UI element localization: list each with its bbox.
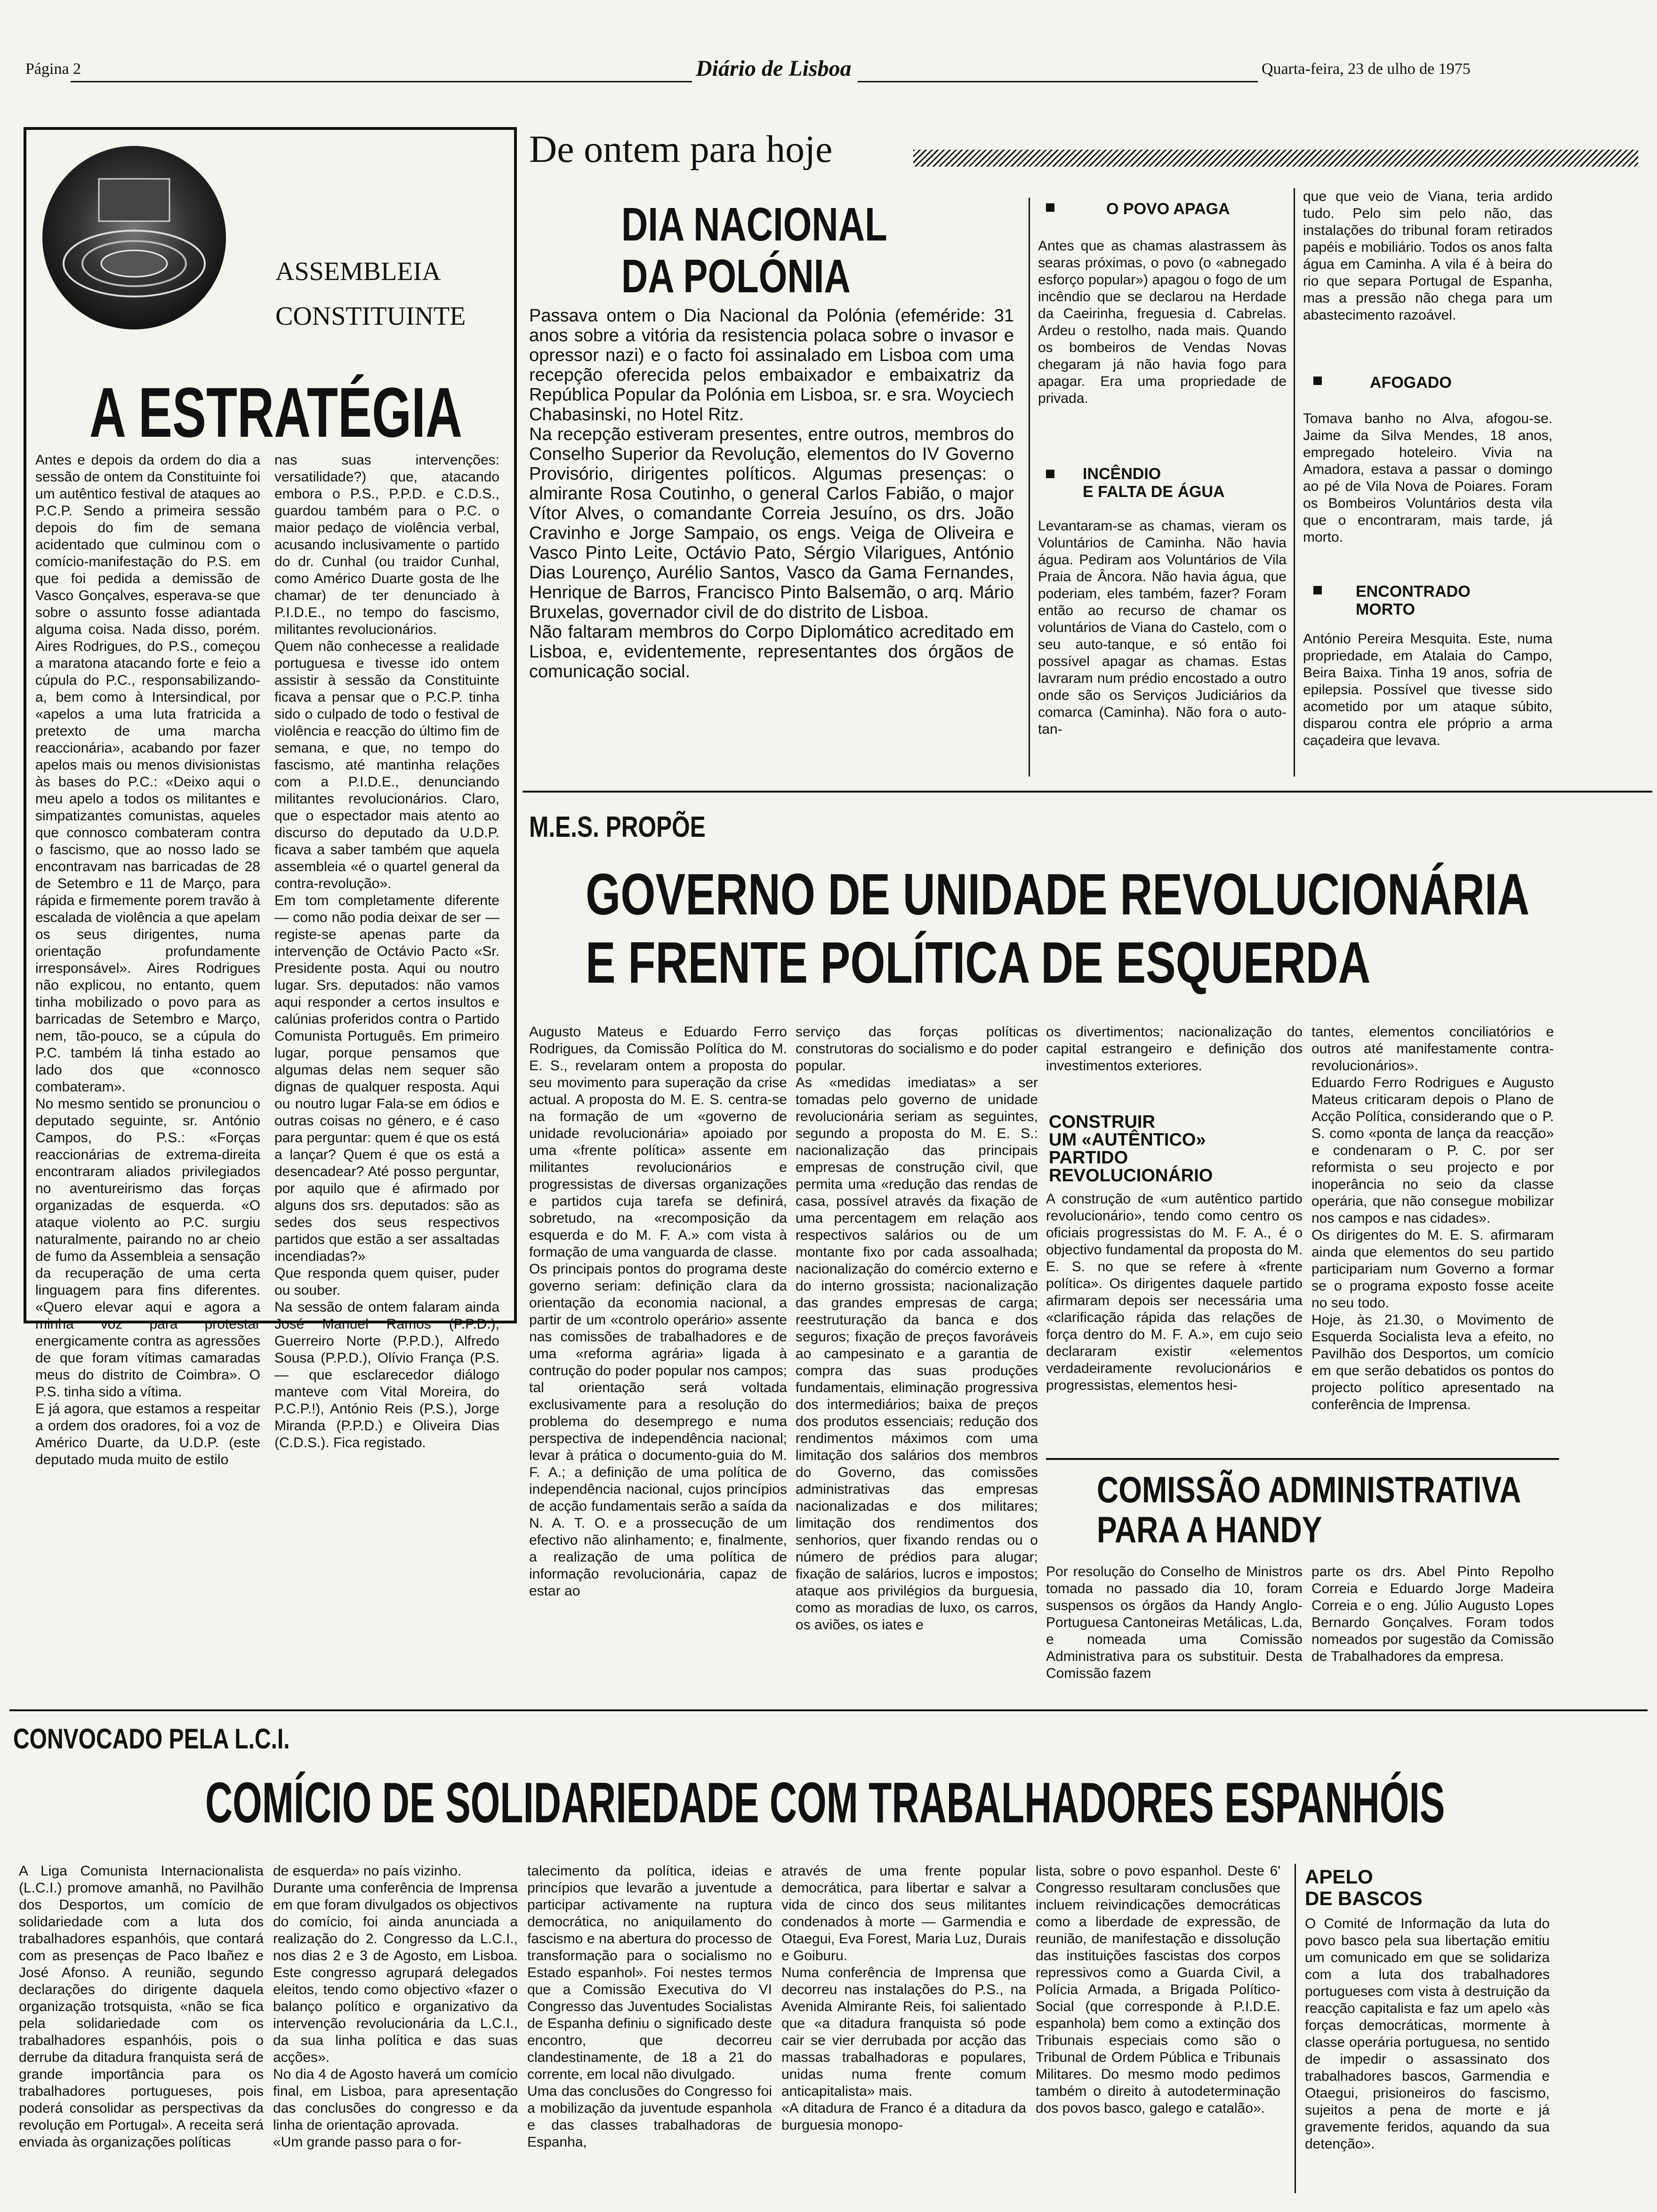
lci-column-3: talecimento da política, ideias e princípios que levarão a juventude a participar activamente na ruptura democrática, no aniquilamento do fascismo e na abertura do processo de transformação para o socialismo no Estado espanhol». Foi nestes termos que a Comissão Executiva do VI Congresso das Juventudes Socialistas de Espanha definiu o significado deste encontro, que decorreu clandestinamente, de 18 a 21 do corrente, em local não divulgado. Uma das conclusões do Congresso foi a mobilização da juventude espanhola e das classes trabalhadoras de Espanha, xyxy=(527,1863,772,2150)
assembleia-label: ASSEMBLEIA xyxy=(275,257,441,286)
handy-headline-1: COMISSÃO ADMINISTRATIVA xyxy=(1097,1469,1521,1510)
mes-kicker: M.E.S. PROPÕE xyxy=(529,811,706,843)
assembleia-column-2: nas suas intervenções: versatilidade?) que, atacando embora o P.S., P.P.D. e C.D.S., guardou também para o P.C. o maior pedaço de violência verbal, acusando inclusivamente o partido do dr. Cunhal (ou traidor Cunhal, como Américo Duarte gosta de lhe chamar) de ter denunciado à P.I.D.E., no tempo do fascismo, militantes revolucionários. Quem não conhecesse a realidade portuguesa e tivesse ido ontem assistir à sessão da Constituinte ficava a pensar que o P.C.P. tinha sido o culpado de todo o festival de violência e reacção do último fim de semana, e que, no tempo do fascismo, até mantinha relações com a P.I.D.E., denunciando militantes revolucionários. Claro, que o espectador mais atento ao discurso do deputado da U.D.P. ficava a saber também que aquela assembleia «é o quartel general da contra-revolução». Em tom completamente diferente — como não podia deixar de ser — registe-se apenas parte da intervenção de Octávio Pacto «Sr. Presidente posta. Aqui ou noutro lugar. Srs. deputados: não vamos aqui responder a certos insultos e calúnias proferidos contra o Partido Comunista Português. Em primeiro lugar, porque pensamos que algumas delas nem sequer são dignas de qualquer resposta. Aqui ou noutro lugar Fala-se em ódios e outras coisas no género, e é caso para perguntar: quem é que os está a lançar? Quem é que os está a desencadear? Até posso perguntar, por aquilo que é afirmado por alguns dos srs. deputados: são as sedes dos seus respectivos partidos que estão a ser assaltadas incendiadas?» Que responda quem quiser, puder ou souber. Na sessão de ontem falaram ainda José Manuel Ramos (P.P.D.), Guerreiro Norte (P.P.D.), Alfredo Sousa (P.P.D.), Olívio França (P.S. — que esclarecedor diálogo manteve com Vital Moreira, do P.C.P.!), António Reis (P.S.), Jorge Miranda (P.P.D.) e Oliveira Dias (C.D.S.). Fica registado. xyxy=(274,452,499,1451)
assembleia-headline: A ESTRATÉGIA xyxy=(89,373,463,452)
lci-kicker: CONVOCADO PELA L.C.I. xyxy=(13,1723,290,1755)
construir-subhead: CONSTRUIR UM «AUTÊNTICO» PARTIDO REVOLUCIONÁRIO xyxy=(1049,1112,1213,1186)
mes-column-3-body: A construção de «um autêntico partido revolucionário», tendo como centro os oficiais progressistas do M. F. A., é o objectivo fundamental da proposta do M. E. S. no que se refere à «frente política». Os dirigentes daquele partido afirmaram depois ser necessária uma «clarificação rápida das relações de força dentro do M. F. A.», em cujo seio declararam existir «elementos verdadeiramente revolucionários e progressistas, elementos hesi- xyxy=(1046,1191,1303,1393)
newspaper-name: Diário de Lisboa xyxy=(696,56,852,81)
mes-headline-2: E FRENTE POLÍTICA DE ESQUERDA xyxy=(586,930,1371,995)
povo-apaga-body: Antes que as chamas alastrassem às searas próximas, o povo (o «abnegado esforço popular») apagou o fogo de um incêndio que se declarou na Herdade da Caeirinha, freguesia d. Cabrelas. Ardeu o restolho, nada mais. Quando os bombeiros de Vendas Novas chegaram já não havia fogo para apagar. Era uma propriedade de privada. xyxy=(1038,238,1287,406)
encontrado-morto-body: António Pereira Mesquita. Este, numa propriedade, em Atalaia do Campo, Beira Baixa. Tinha 19 anos, sofria de epilepsia. Possível que tivesse sido acometido por um ataque súbito, disparou contra ele próprio a arma caçadeira que levava. xyxy=(1303,631,1552,748)
assembly-hall-photo xyxy=(42,146,226,329)
apelo-divider xyxy=(1295,1864,1296,2193)
polonia-headline-1: DIA NACIONAL xyxy=(621,198,887,251)
handy-headline-2: PARA A HANDY xyxy=(1097,1509,1322,1550)
lci-headline: COMÍCIO DE SOLIDARIEDADE COM TRABALHADORES ESPANHÓIS xyxy=(205,1771,1445,1835)
bullet-square-icon xyxy=(1313,377,1322,385)
mes-column-4: tantes, elementos conciliatórios e outros até manifestamente contra-revolucionários». Eduardo Ferro Rodrigues e Augusto Mateus criticaram depois o Plano de Acção Política, considerando que o P. S. como «ponta de lança da reacção» e condenaram o P. C. por ser reformista o seu projecto e por inoperância no seio da classe operária, que não consegue mobilizar nos campos e nas cidades». Os dirigentes do M. E. S. afirmaram ainda que elementos do seu partido participariam num Governo a formar se o programa exposto fosse aceite no seu todo. Hoje, às 21.30, o Movimento de Esquerda Socialista leva a efeito, no Pavilhão dos Desportos, um comício em que serão debatidos os pontos do projecto político apresentado na conferência de Imprensa. xyxy=(1311,1024,1554,1412)
bullet-square-icon xyxy=(1046,470,1054,478)
handy-rule-top xyxy=(1046,1458,1559,1460)
section-title: De ontem para hoje xyxy=(529,128,833,170)
mes-column-2: serviço das forças políticas construtoras do socialismo e do poder popular. As «medidas imediatas» a ser tomadas pelo governo de unidade revolucionária seriam as seguintes, segundo a proposta do M. E. S.: nacionalização das principais empresas de construção civil, que permita uma «redução das rendas de casa, possível através da fixação de uma percentagem em relação aos respectivos salários ou de um montante fixo por cada assoalhada; nacionalização do comércio externo e do interno grossista; nacionalização das grandes empresas de carga; reestruturação da banca e dos seguros; fixação de preços favoráveis ao campesinato e a garantia de compra das suas produções fundamentais, eliminação progressiva dos intermediários; baixa de preços dos produtos essenciais; redução dos rendimentos máximos com uma limitação dos salários dos membros do Governo, das comissões administrativas das empresas nacionalizadas e dos militares; limitação dos rendimentos dos senhorios, quer fixando rendas ou o número de prédios para alugar; fixação de salários, lucros e impostos; ataque aos privilégios da burguesia, como as moradias de luxo, os carros, os aviões, os iates e xyxy=(796,1024,1038,1633)
lci-column-1: A Liga Comunista Internacionalista (L.C.I.) promove amanhã, no Pavilhão dos Desportos, um comício de solidariedade com a luta dos trabalhadores espanhóis, que contará com as presenças de Paco Ibañez e José Afonso. A reunião, segundo declarações do dirigente daquela organização trotsquista, «não se fica pela solidariedade com os trabalhadores espanhóis, pois o derrube da ditadura franquista será de grande importância para os trabalhadores portugueses, pois poderá consolidar as perspectivas da revolução em Portugal». A receita será enviada às organizações políticas xyxy=(19,1863,264,2150)
constituinte-label: CONSTITUINTE xyxy=(275,302,466,331)
afogado-title: AFOGADO xyxy=(1370,374,1452,392)
bullet-square-icon xyxy=(1313,586,1322,594)
handy-column-1: Por resolução do Conselho de Ministros tomada no passado dia 10, foram suspensos os órgãos da Handy Anglo-Portuguesa Cantoneiras Metálicas, L.da, e nomeada uma Comissão Administrativa para os substituir. Desta Comissão fazem xyxy=(1046,1564,1303,1681)
section-hatch-rule xyxy=(913,150,1638,167)
section-rule-lci-top xyxy=(9,1709,1648,1711)
brief-divider-1 xyxy=(1029,198,1030,777)
lci-column-2: de esquerda» no país vizinho. Durante uma conferência de Imprensa em que foram divulgados os objectivos do comício, foi ainda anunciada a realização do 2. Congresso da L.C.I., nos dias 2 e 3 de Agosto, em Lisboa. Este congresso agrupará delegados eleitos, tendo como objectivo «fazer o balanço político e organizativo da intervenção revolucionária da L.C.I., da sua linha política e das suas acções». No dia 4 de Agosto haverá um comício final, em Lisboa, para apresentação das conclusões do congresso e da linha de orientação aprovada. «Um grande passo para o for- xyxy=(273,1863,518,2150)
polonia-body: Passava ontem o Dia Nacional da Polónia (efeméride: 31 anos sobre a vitória da resistencia polaca sobre o invasor e opressor nazi) e o facto foi assinalado em Lisboa com uma recepção oferecida pelos embaixador e embaixatriz da República Popular da Polónia em Lisboa, sr. e sra. Woyciech Chabasinski, no Hotel Ritz. Na recepção estiveram presentes, entre outros, membros do Conselho Superior da Revolução, elementos do IV Governo Provisório, dirigentes políticos. Algumas presenças: o almirante Rosa Coutinho, o general Carlos Fabião, o major Vítor Alves, o comandante Correia Jesuíno, os drs. João Cravinho e Jorge Sampaio, os engs. Veiga de Oliveira e Vasco Pinto Leite, Octávio Pato, Sérgio Vilarigues, António Dias Lourenço, Aurélio Santos, Vasco da Gama Fernandes, Henrique de Barros, Francisco Pinto Balsemão, o arq. Mário Bruxelas, governador civil de do distrito de Lisboa. Não faltaram membros do Corpo Diplomático acreditado em Lisboa, e, evidentemente, representantes dos órgãos de comunicação social. xyxy=(529,306,1014,681)
bullet-square-icon xyxy=(1046,203,1054,212)
afogado-body: Tomava banho no Alva, afogou-se. Jaime da Silva Mendes, 18 anos, empregado hoteleiro. Vivia na Amadora, estava a passar o domingo ao pé de Vila Nova de Poiares. Foram os Bombeiros Voluntários desta vila que o encontraram, mais tarde, já morto. xyxy=(1303,411,1552,545)
mes-column-3-top: os divertimentos; nacionalização do capital estrangeiro e definição dos investimentos exteriores. xyxy=(1046,1024,1303,1074)
incendio-body: Levantaram-se as chamas, vieram os Voluntários de Caminha. Não havia água. Pediram aos Voluntários de Vila Praia de Âncora. Não havia água, que poderiam, eles também, fazer? Foram então ao recurso de chamar os voluntários de Viana do Castelo, com o seu auto-tanque, e só então foi possível apagar as chamas. Estas lavraram num prédio encostado a outro onde são os Serviços Judiciários da comarca (Caminha). Não fora o auto-tan- xyxy=(1038,518,1287,737)
assembleia-column-1: Antes e depois da ordem do dia a sessão de ontem da Constituinte foi um autêntico festival de ataques ao P.C.P. Sendo a primeira sessão depois do fim de semana acidentado que culminou com o comício-manifestação do P.S. em que foi pedida a demissão de Vasco Gonçalves, esperava-se que sobre o assunto fosse adiantada alguma coisa. Nada disso, porém. Aires Rodrigues, do P.S., começou a maratona atacando forte e feio a cúpula do P.C., responsabilizando-a, bem como à Intersindical, por «apelos a uma luta fratricida a pretexto de uma marcha reaccionária», acabando por fazer apelos mais ou menos divisionistas às bases do P.C.: «Deixo aqui o meu apelo a todos os militantes e simpatizantes comunistas, aqueles que connosco combateram contra o fascismo, que ao nosso lado se encontravam nas barricadas de 28 de Setembro e 11 de Março, para rápida e firmemente porem travão à escalada de violência a que apelam os seus dirigentes, numa orientação profundamente irresponsável». Aires Rodrigues não explicou, no entanto, quem tinha mobilizado o povo para as barricadas de Setembro e Março, nem, tão-pouco, se a cúpula do P.C. também lá tinha estado ao lado dos que «connosco combateram». No mesmo sentido se pronunciou o deputado seguinte, sr. António Campos, do P.S.: «Forças reaccionárias de extrema-direita encontraram aliados privilegiados no aventureirismo das forças organizadas de esquerda. «O ataque violento ao P.C. surgiu naturalmente, pairando no ar cheio de fumo da Assembleia a sensação da recuperação de uma certa linguagem para fins diferentes. «Quero elevar aqui e agora a minha voz para protestar energicamente contra as agressões de que foram vítimas camaradas meus do distrito de Coimbra». O P.S. tinha sido a vítima. E já agora, que estamos a respeitar a ordem dos oradores, foi a voz de Américo Duarte, da U.D.P. (este deputado muda muito de estilo xyxy=(35,452,260,1467)
lci-column-4: através de uma frente popular democrática, para libertar e salvar a vida de cinco dos seus militantes condenados à morte — Garmendia e Otaegui, Eva Forest, Maria Luz, Durais e Goiburu. Numa conferência de Imprensa que decorreu nas instalações do P.S., na Avenida Almirante Reis, foi salientado que «a ditadura franquista só pode cair se vier derrubada por acção das massas trabalhadoras e populares, unidas numa frente comum anticapitalista» mais. «A ditadura de Franco é a ditadura da burguesia monopo- xyxy=(781,1863,1026,2133)
page-number: Página 2 xyxy=(25,60,81,78)
brief-divider-2 xyxy=(1294,188,1295,777)
assembly-hall-illustration xyxy=(42,146,226,329)
incendio-title: INCÊNDIO E FALTA DE ÁGUA xyxy=(1083,465,1225,501)
masthead-rule-left xyxy=(71,81,692,82)
lci-column-5: lista, sobre o povo espanhol. Deste 6' Congresso resultaram conclusões que incluem reivindicações democráticas como a liberdade de expressão, de reunião, de manifestação e dissolução das instituições fascistas dos corpos repressivos como a Guarda Civil, a Polícia Armada, a Brigada Político-Social (que corresponde à P.I.D.E. espanhola) bem como a extinção dos Tribunais especiais como são o Tribunal de Ordem Pública e Tribunais Militares. Do mesmo modo pedimos também o direito à autodeterminação dos povos basco, galego e catalão». xyxy=(1036,1863,1280,2116)
handy-column-2: parte os drs. Abel Pinto Repolho Correia e Eduardo Jorge Madeira Correia e o eng. Júlio Augusto Lopes Bernardo Gonçalves. Foram todos nomeados por sugestão da Comissão de Trabalhadores da empresa. xyxy=(1311,1564,1554,1664)
issue-date: Quarta-feira, 23 de ulho de 1975 xyxy=(1262,60,1471,78)
mes-headline-1: GOVERNO DE UNIDADE REVOLUCIONÁRIA xyxy=(586,862,1530,927)
masthead-rule-right xyxy=(858,81,1258,82)
mes-column-1: Augusto Mateus e Eduardo Ferro Rodrigues, da Comissão Política do M. E. S., revelaram ontem a proposta do seu movimento para superação da crise actual. A proposta do M. E. S. centra-se na formação de um «governo de unidade revolucionária» apoiado por uma «frente política» assente em militantes revolucionários e progressistas de diversas organizações e partidos cuja tarefa se definirá, sobretudo, na «recomposição da esquerda e do M. F. A.» com vista à formação de uma vanguarda de classe. Os principais pontos do programa deste governo seriam: definição clara da orientação da economia nacional, a partir de um «controlo operário» assente nas comissões de trabalhadores e de uma «reforma agrária» ligada à contrução do poder popular nos campos; tal orientação será voltada exclusivamente para a resolução do problema do desemprego e numa perspectiva de independência nacional; levar à prática o documento-guia do M. F. A.; a definição de uma política de independência nacional, cujos princípios de acção fundamentais serão a saída da N. A. T. O. e a prossecução de um efectivo não alinhamento; e, finalmente, a realização de uma política de informação revolucionária, capaz de estar ao xyxy=(529,1024,787,1599)
encontrado-morto-title: ENCONTRADO MORTO xyxy=(1356,583,1471,618)
apelo-bascos-body: O Comité de Informação da luta do povo basco pela sua libertação emitiu um comunicado em que se solidariza com a luta dos trabalhadores portugueses com vista à destruição da reacção capitalista e faz um apelo «às forças democráticas, mormente à classe operária portuguesa, no sentido de impedir o assassinato dos trabalhadores bascos, Garmendia e Otaegui, prisioneiros do fascismo, sujeitos a pena de morte e já gravemente feridos, aquando da sua detenção». xyxy=(1305,1916,1550,2152)
polonia-headline-2: DA POLÓNIA xyxy=(621,250,851,303)
povo-apaga-title: O POVO APAGA xyxy=(1106,200,1230,218)
incendio-continued: que que veio de Viana, teria ardido tudo. Pelo sim pelo não, das instalações do tribunal foram retirados papéis e mobiliário. Todos os anos falta água em Caminha. A vila é à beira do rio que separa Portugal de Espanha, mas a pressão não chega para um abastecimento razoável. xyxy=(1303,189,1552,323)
section-rule-polonia-bottom xyxy=(523,791,1652,793)
apelo-bascos-title: APELO DE BASCOS xyxy=(1305,1866,1423,1909)
